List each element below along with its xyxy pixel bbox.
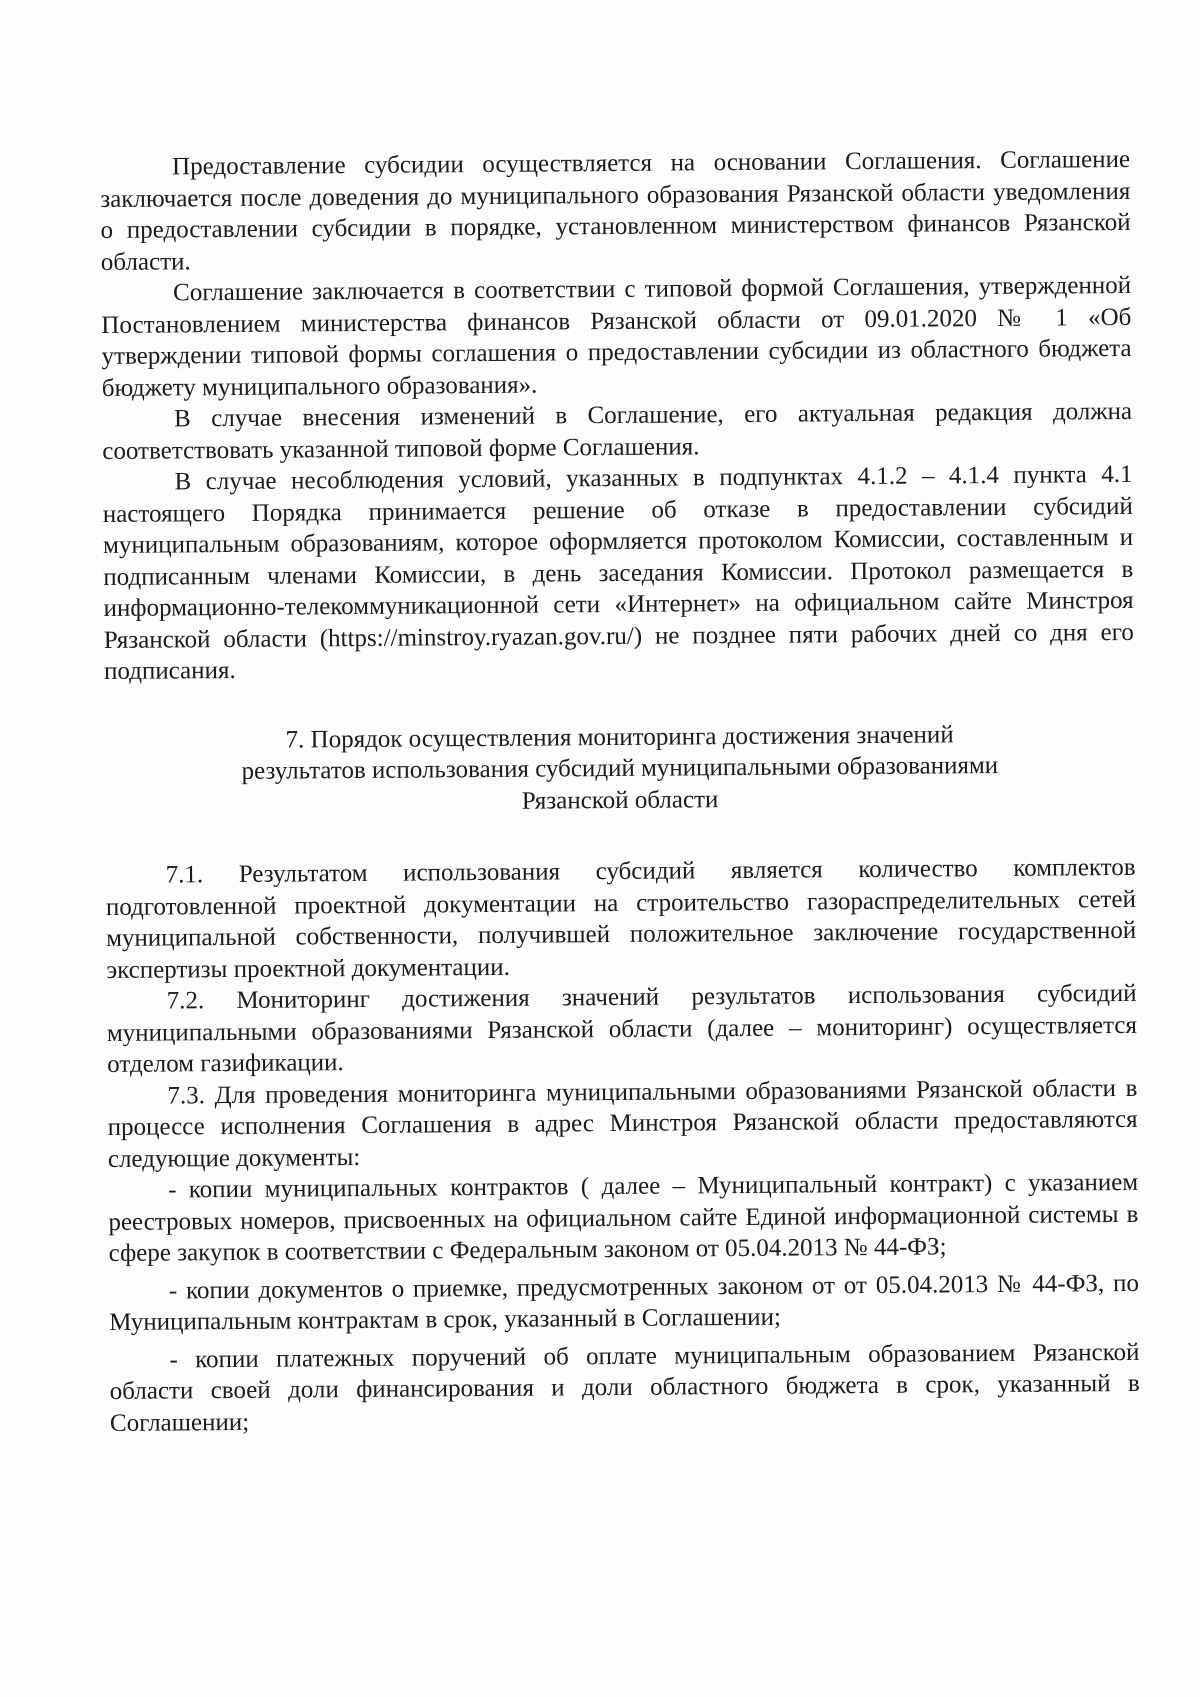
paragraph-agreement-changes: В случае внесения изменений в Соглашение, его актуальная редакция должна соответствовать указанной типовой форме Соглашения. [102,397,1133,465]
subsection-7-3: 7.3. Для проведения мониторинга муниципальными образованиями Рязанской области в процессе исполнения Соглашения в адрес Минстроя Рязанской области предоставляются следующие документы: [107,1074,1138,1173]
document-body [100,144,1140,1445]
subsection-7-2: 7.2. Мониторинг достижения значений результатов использования субсидий муниципальными образованиями Рязанской области (далее – мониторинг) осуществляется отделом газификации. [106,979,1137,1078]
subsection-7-1: 7.1. Результатом использования субсидий является количество комплектов подготовленной проектной документации на строительство газораспределительных сетей муниципальной собственности, получившей положительное заключение государственной экспертизы проектной документации. [105,853,1137,984]
list-item-contracts: - копии муниципальных контрактов ( далее – Муниципальный контракт) с указанием реестровых номеров, присвоенных на официальном сайте Единой информационной системы в сфере закупок в соответствии с Федеральным законом от 05.04.2013 № 44-ФЗ; [108,1168,1139,1267]
section-title-line: 7. Порядок осуществления мониторинга достижения значений [285,720,954,754]
paragraph-subsidy-basis: Предоставление субсидии осуществляется на основании Соглашения. Соглашение заключается после доведения до муниципального образования Рязанской области уведомления о предоставлении субсидии в порядке, установленном министерством финансов Рязанской области. [100,145,1131,276]
section-title-line: Рязанской области [521,785,719,815]
section-7-title [105,717,1136,820]
paragraph-agreement-form: Соглашение заключается в соответствии с типовой формой Соглашения, утвержденной Постановлением министерства финансов Рязанской области от 09.01.2020 № 1 «Об утверждении типовой формы соглашения о предоставлении субсидии из областного бюджета бюджету муниципального образования». [101,271,1132,402]
list-item-payment-orders: - копии платежных поручений об оплате муниципальным образованием Рязанской области своей доли финансирования и доли областного бюджета в срок, указанный в Соглашении; [109,1338,1140,1437]
list-item-acceptance-documents: - копии документов о приемке, предусмотренных законом от от 05.04.2013 № 44-ФЗ, по Муниципальным контрактам в срок, указанный в Соглашении; [109,1269,1140,1336]
paragraph-refusal-decision: В случае несоблюдения условий, указанных в подпунктах 4.1.2 – 4.1.4 пункта 4.1 настоящего Порядка принимается решение об отказе в предоставлении субсидий муниципальным образованиям, которое оформляется протоколом Комиссии, составленным и подписанным членами Комиссии, в день заседания Комиссии. Протокол размещается в информационно-телекоммуникационной сети «Интернет» на официальном сайте Минстроя Рязанской области (https://minstroy.ryazan.gov.ru/) не позднее пяти рабочих дней со дня его подписания. [102,460,1134,685]
section-title-line: результатов использования субсидий муниципальными образованиями [241,751,999,785]
